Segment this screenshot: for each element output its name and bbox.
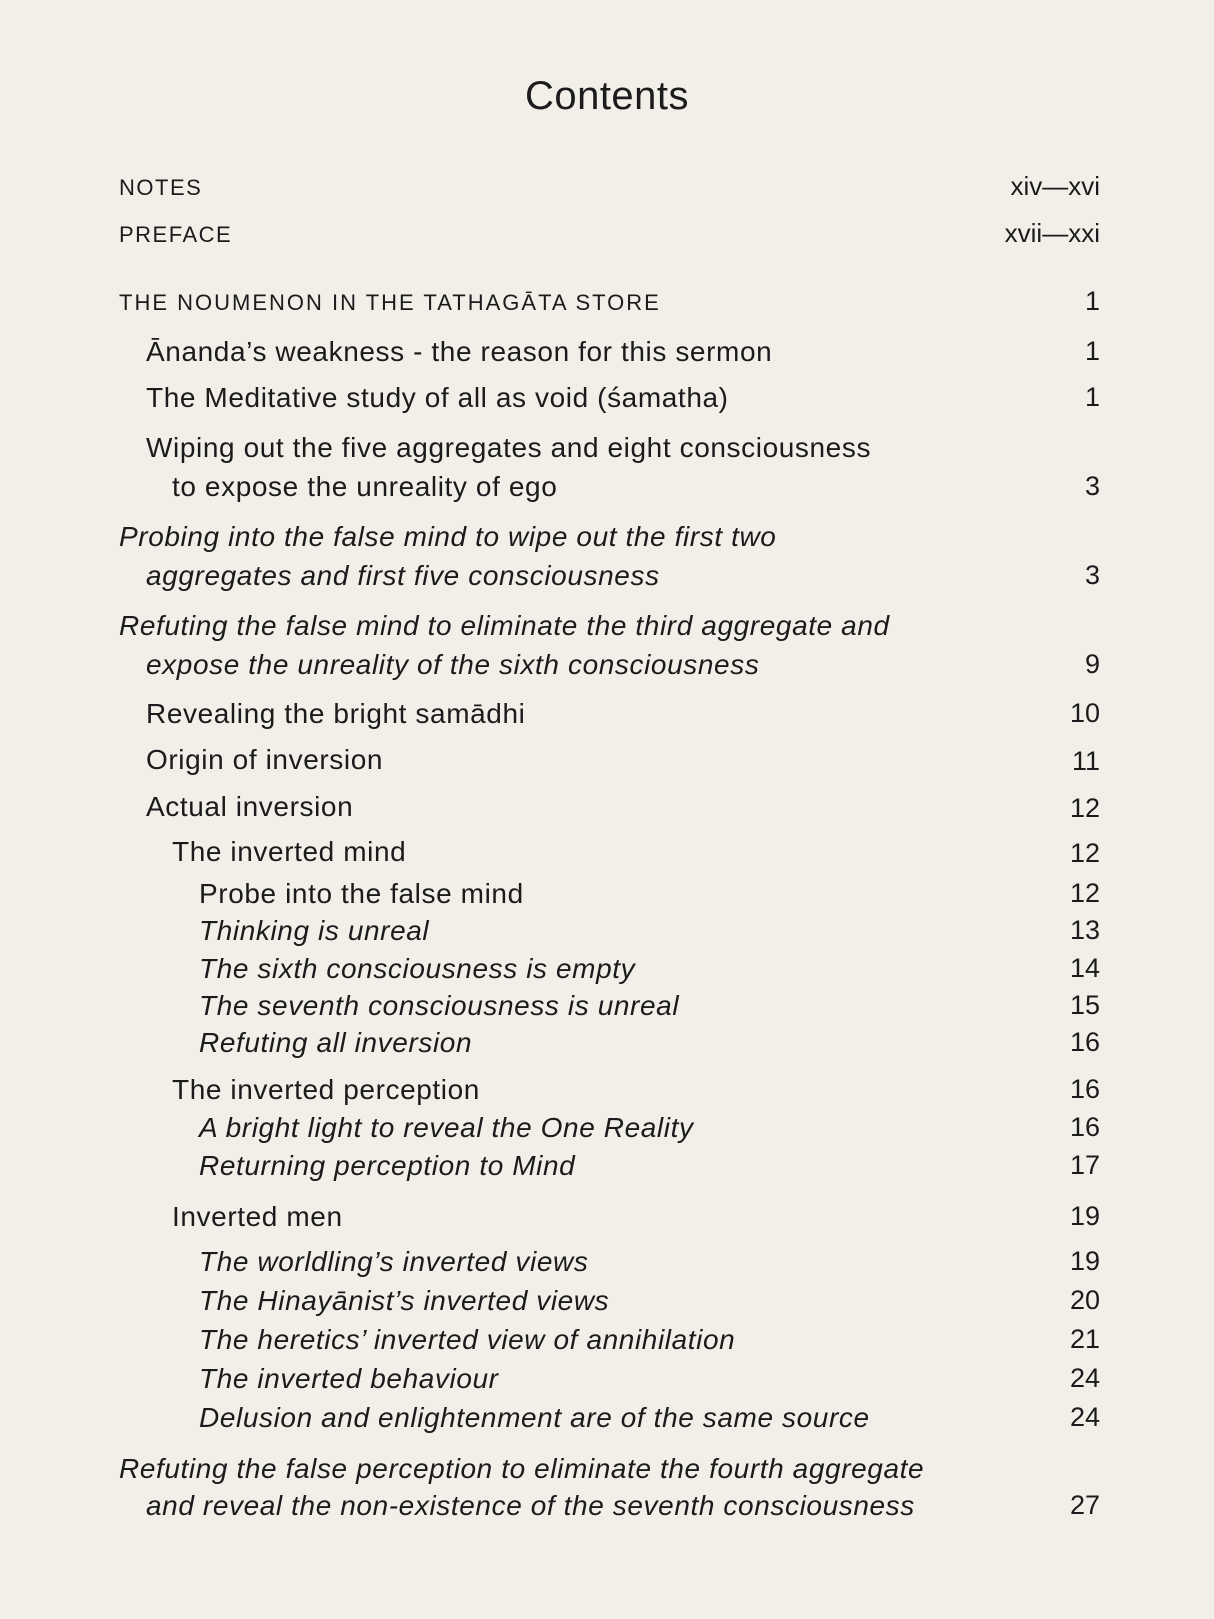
toc-label: Refuting the false mind to eliminate the third aggregate and (119, 610, 890, 641)
toc-page: 21 (1069, 1324, 1100, 1354)
toc-page: 1 (1084, 286, 1100, 316)
toc-label: A bright light to reveal the One Reality (199, 1112, 694, 1143)
toc-label: Ānanda’s weakness - the reason for this sermon (146, 336, 773, 367)
page-title: Contents (524, 74, 690, 118)
toc-page: 20 (1069, 1285, 1100, 1315)
toc-label: Inverted men (172, 1201, 343, 1232)
toc-page: 1 (1084, 382, 1100, 412)
toc-page: 16 (1069, 1112, 1100, 1142)
toc-label: The inverted perception (172, 1074, 480, 1105)
toc-page: 13 (1069, 915, 1100, 945)
toc-label: The worldling’s inverted views (199, 1246, 589, 1277)
toc-page: 12 (1069, 793, 1100, 823)
toc-label: The Meditative study of all as void (śamatha) (146, 382, 729, 413)
toc-page: 12 (1069, 878, 1100, 908)
toc-label: Actual inversion (146, 791, 354, 822)
toc-label: Refuting the false perception to eliminate the fourth aggregate (119, 1453, 925, 1484)
toc-label-continued: expose the unreality of the sixth consciousness (146, 649, 760, 680)
toc-label: The inverted mind (172, 836, 407, 867)
toc-page: xvii—xxi (1004, 218, 1100, 248)
toc-label: Wiping out the five aggregates and eight consciousness (146, 432, 872, 463)
toc-page: 17 (1069, 1150, 1100, 1180)
toc-page: 12 (1069, 838, 1100, 868)
toc-label: The Hinayānist’s inverted views (199, 1285, 610, 1316)
toc-page: 19 (1069, 1201, 1100, 1231)
toc-label: Revealing the bright samādhi (146, 698, 526, 729)
toc-page: 27 (1069, 1490, 1100, 1520)
toc-label: Refuting all inversion (199, 1027, 473, 1058)
toc-page: 16 (1069, 1074, 1100, 1104)
toc-label: Origin of inversion (146, 744, 384, 775)
toc-label: Probing into the false mind to wipe out the first two (119, 521, 777, 552)
toc-page: 3 (1084, 471, 1100, 501)
toc-label: The heretics’ inverted view of annihilation (199, 1324, 736, 1355)
toc-page: 11 (1071, 746, 1100, 776)
toc-label: Thinking is unreal (199, 915, 430, 946)
toc-page: 10 (1069, 698, 1100, 728)
toc-page: 24 (1069, 1363, 1100, 1393)
toc-label: The seventh consciousness is unreal (199, 990, 680, 1021)
toc-label-continued: aggregates and first five consciousness (146, 560, 660, 591)
toc-label: Returning perception to Mind (199, 1150, 576, 1181)
toc-page: 19 (1069, 1246, 1100, 1276)
toc-label: NOTES (119, 175, 203, 200)
toc-label-continued: and reveal the non-existence of the seventh consciousness (146, 1490, 915, 1521)
toc-label-continued: to expose the unreality of ego (172, 471, 558, 502)
toc-page: 9 (1084, 649, 1100, 679)
toc-page: 24 (1069, 1402, 1100, 1432)
toc-page: 1 (1084, 336, 1100, 366)
toc-label: THE NOUMENON IN THE TATHAGĀTA STORE (119, 290, 661, 315)
toc-label: The inverted behaviour (199, 1363, 499, 1394)
toc-page: xiv—xvi (1010, 171, 1100, 201)
toc-page: 3 (1084, 560, 1100, 590)
toc-label: Delusion and enlightenment are of the same source (199, 1402, 870, 1433)
toc-page: 15 (1069, 990, 1100, 1020)
toc-label: The sixth consciousness is empty (199, 953, 636, 984)
toc-label: Probe into the false mind (199, 878, 524, 909)
toc-page: 16 (1069, 1027, 1100, 1057)
toc-page: 14 (1069, 953, 1100, 983)
toc-label: PREFACE (119, 222, 233, 247)
